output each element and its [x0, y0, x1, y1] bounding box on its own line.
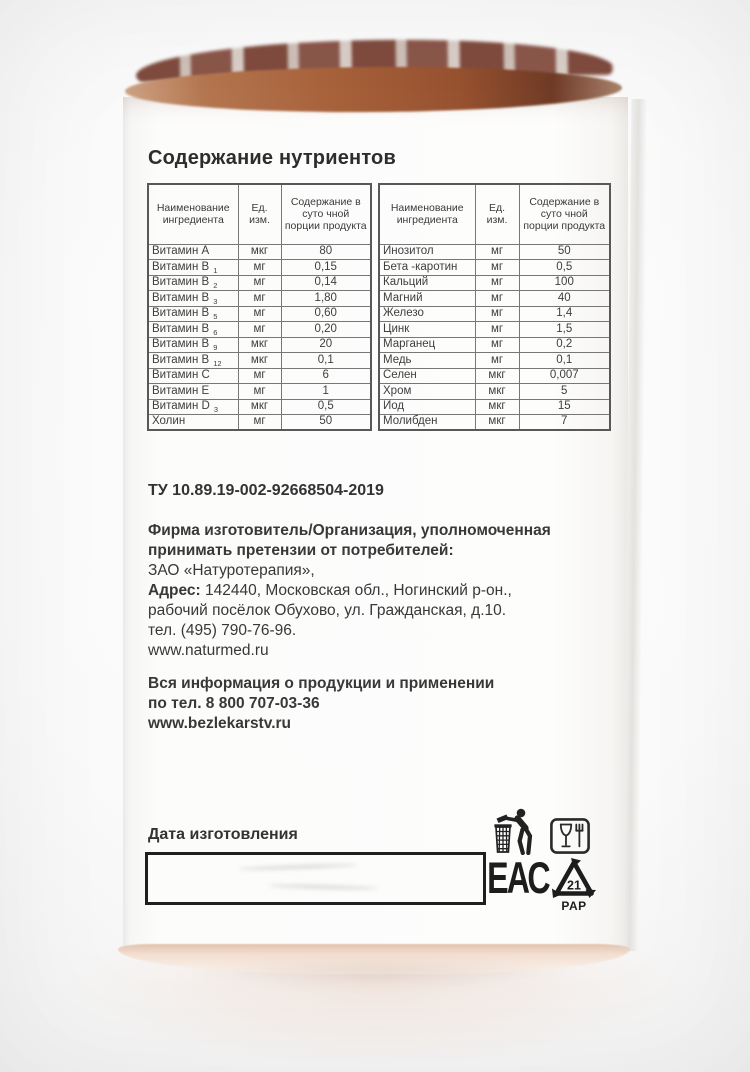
amount-cell: 1	[281, 384, 371, 400]
amount-cell: 80	[281, 244, 371, 260]
nutrient-row	[148, 275, 371, 291]
ingredient-name-cell: Молибден	[379, 415, 475, 431]
product-info-line1: Вся информация о продукции и применении	[148, 675, 495, 692]
unit-cell: мг	[475, 306, 519, 322]
box-ground-shadow	[105, 952, 650, 992]
amount-cell: 0,5	[519, 260, 610, 276]
unit-cell: мг	[238, 368, 281, 384]
ingredient-name-cell: Витамин В $_6$	[148, 322, 238, 338]
unit-cell: мкг	[475, 399, 519, 415]
nutrient-row	[379, 415, 610, 431]
package-front-panel	[123, 97, 628, 950]
address-label: Адрес:	[148, 582, 201, 599]
amount-cell: 1,5	[519, 322, 610, 338]
unit-cell: мг	[475, 260, 519, 276]
amount-cell: 0,2	[519, 337, 610, 353]
address-rest: 142440, Московская обл., Ногинский р-он.,	[205, 582, 512, 599]
nutrient-row	[148, 368, 371, 384]
nutrient-row	[379, 275, 610, 291]
ingredient-name-cell: Витамин В $_3$	[148, 291, 238, 307]
unit-cell: мг	[475, 337, 519, 353]
product-info-line2: по тел. 8 800 707-03-36	[148, 695, 320, 712]
manufacturer-company: ЗАО «Натуротерапия»,	[148, 562, 315, 579]
col-header-ingredient: Наименование ингредиента	[148, 184, 238, 244]
nutrient-row	[148, 337, 371, 353]
ingredient-name-cell: Кальций	[379, 275, 475, 291]
ingredient-name-cell: Витамин В $_{12}$	[148, 353, 238, 369]
nutrient-row	[379, 291, 610, 307]
nutrient-row	[148, 260, 371, 276]
ingredient-name-cell: Инозитол	[379, 244, 475, 260]
unit-cell: мг	[238, 322, 281, 338]
recycle-material-label: PAP	[561, 899, 587, 913]
col-header-amount: Содержание в суто чной порции продукта	[281, 184, 371, 244]
date-stamp-smudge	[238, 863, 358, 871]
amount-cell: 0,5	[281, 399, 371, 415]
nutrient-row	[148, 384, 371, 400]
recycle-triangle-icon	[552, 858, 596, 898]
unit-cell: мкг	[475, 415, 519, 431]
unit-cell: мкг	[238, 399, 281, 415]
manufacture-date-label: Дата изготовления	[148, 826, 298, 843]
unit-cell: мг	[238, 415, 281, 431]
nutrient-tables	[147, 183, 611, 431]
nutrient-row	[148, 306, 371, 322]
unit-cell: мг	[238, 275, 281, 291]
nutrient-row	[148, 322, 371, 338]
manufacturer-address-line1	[148, 581, 551, 601]
ingredient-name-cell: Витамин В $_1$	[148, 260, 238, 276]
amount-cell: 6	[281, 368, 371, 384]
amount-cell: 0,1	[281, 353, 371, 369]
manufacturer-block	[148, 521, 551, 661]
manufacturer-heading-line2: принимать претензии от потребителей:	[148, 542, 454, 559]
nutrient-row	[379, 399, 610, 415]
manufacturer-website: www.naturmed.ru	[148, 642, 269, 659]
ingredient-name-cell: Бета -каротин	[379, 260, 475, 276]
amount-cell: 0,1	[519, 353, 610, 369]
col-header-unit: Ед. изм.	[475, 184, 519, 244]
ingredient-name-cell: Медь	[379, 353, 475, 369]
nutrient-row	[379, 353, 610, 369]
amount-cell: 15	[519, 399, 610, 415]
nutrient-row	[148, 244, 371, 260]
tu-number: ТУ 10.89.19-002-92668504-2019	[148, 482, 384, 499]
nutrient-table-minerals	[378, 183, 611, 431]
manufacturer-address-line2: рабочий посёлок Обухово, ул. Гражданская, д.10.	[148, 602, 507, 619]
amount-cell: 0,14	[281, 275, 371, 291]
eac-mark: ЕАС	[487, 853, 549, 904]
unit-cell: мг	[475, 353, 519, 369]
unit-cell: мкг	[475, 384, 519, 400]
amount-cell: 0,20	[281, 322, 371, 338]
ingredient-name-cell: Холин	[148, 415, 238, 431]
amount-cell: 0,60	[281, 306, 371, 322]
amount-cell: 100	[519, 275, 610, 291]
unit-cell: мкг	[238, 244, 281, 260]
nutrient-row	[379, 322, 610, 338]
unit-cell: мг	[475, 291, 519, 307]
col-header-ingredient: Наименование ингредиента	[379, 184, 475, 244]
nutrient-row	[379, 260, 610, 276]
amount-cell: 7	[519, 415, 610, 431]
nutrient-row	[379, 306, 610, 322]
ingredient-name-cell: Витамин Е	[148, 384, 238, 400]
amount-cell: 40	[519, 291, 610, 307]
recycle-code-text: 21	[567, 878, 581, 893]
unit-cell: мг	[475, 275, 519, 291]
unit-cell: мг	[475, 322, 519, 338]
unit-cell: мг	[475, 244, 519, 260]
amount-cell: 20	[281, 337, 371, 353]
unit-cell: мг	[238, 291, 281, 307]
recycle-mark	[552, 858, 596, 912]
ingredient-name-cell: Йод	[379, 399, 475, 415]
nutrient-row	[379, 368, 610, 384]
nutrient-row	[148, 353, 371, 369]
unit-cell: мг	[238, 306, 281, 322]
ingredient-name-cell: Марганец	[379, 337, 475, 353]
ingredient-name-cell: Витамин В $_9$	[148, 337, 238, 353]
nutrient-row	[379, 384, 610, 400]
ingredient-name-cell: Селен	[379, 368, 475, 384]
ingredient-name-cell: Витамин D $_3$	[148, 399, 238, 415]
col-header-amount: Содержание в суто чной порции продукта	[519, 184, 610, 244]
food-safe-glass-fork-icon	[550, 818, 590, 854]
product-info-block	[148, 674, 494, 734]
tidyman-dispose-icon	[491, 808, 533, 855]
ingredient-name-cell: Витамин В $_5$	[148, 306, 238, 322]
date-stamp-smudge	[268, 884, 378, 891]
amount-cell: 1,4	[519, 306, 610, 322]
manufacturer-phone: тел. (495) 790-76-96.	[148, 622, 297, 639]
ingredient-name-cell: Железо	[379, 306, 475, 322]
nutrient-row	[148, 291, 371, 307]
product-info-website: www.bezlekarstv.ru	[148, 715, 291, 732]
unit-cell: мкг	[238, 337, 281, 353]
unit-cell: мг	[238, 384, 281, 400]
amount-cell: 0,15	[281, 260, 371, 276]
amount-cell: 50	[519, 244, 610, 260]
amount-cell: 1,80	[281, 291, 371, 307]
ingredient-name-cell: Витамин В $_2$	[148, 275, 238, 291]
unit-cell: мкг	[238, 353, 281, 369]
ingredient-name-cell: Витамин А	[148, 244, 238, 260]
col-header-unit: Ед. изм.	[238, 184, 281, 244]
ingredient-name-cell: Магний	[379, 291, 475, 307]
nutrient-row	[379, 337, 610, 353]
amount-cell: 5	[519, 384, 610, 400]
nutrient-row	[379, 244, 610, 260]
nutrient-row	[148, 399, 371, 415]
amount-cell: 50	[281, 415, 371, 431]
unit-cell: мкг	[475, 368, 519, 384]
unit-cell: мг	[238, 260, 281, 276]
section-title: Содержание нутриентов	[148, 147, 396, 169]
ingredient-name-cell: Витамин С	[148, 368, 238, 384]
manufacture-date-box	[145, 852, 486, 905]
amount-cell: 0,007	[519, 368, 610, 384]
ingredient-name-cell: Хром	[379, 384, 475, 400]
ingredient-name-cell: Цинк	[379, 322, 475, 338]
nutrient-table-vitamins	[147, 183, 372, 431]
manufacturer-heading-line1: Фирма изготовитель/Организация, уполномоченная	[148, 522, 551, 539]
nutrient-row	[148, 415, 371, 431]
